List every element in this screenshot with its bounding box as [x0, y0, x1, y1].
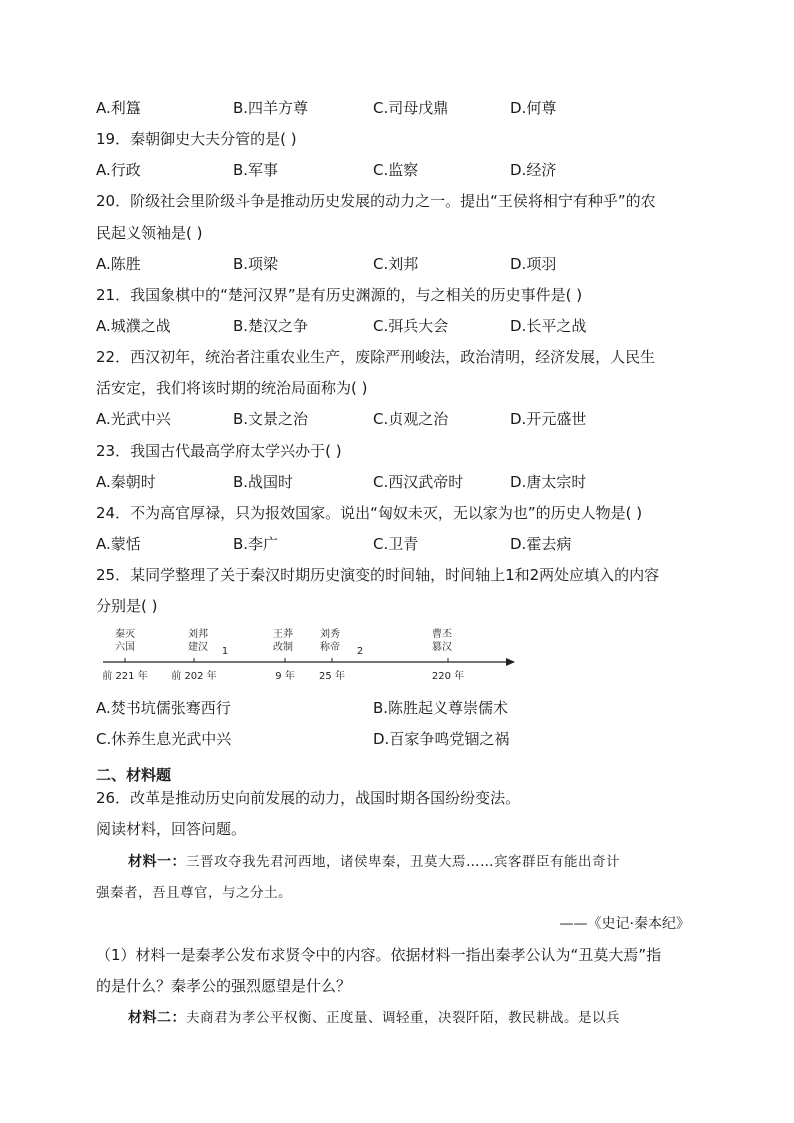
- material-1-line1: [128, 852, 620, 872]
- q24-stem: 24．不为高官厚禄，只为报效国家。说出“匈奴未灭，无以家为也”的历史人物是( ): [96, 504, 643, 522]
- q24-option-c[interactable]: C.卫青: [373, 535, 419, 553]
- q18-option-a[interactable]: A.利簋: [96, 99, 141, 117]
- q23-option-d[interactable]: D.唐太宗时: [510, 473, 587, 491]
- q25-stem-line2: 分别是( ): [96, 597, 158, 615]
- material-1-line2: 强秦者，吾且尊官，与之分土。: [96, 885, 292, 901]
- event-label: 刘邦: [188, 629, 208, 640]
- q26-sub1-line1: （1）材料一是秦孝公发布求贤令中的内容。依据材料一指出秦孝公认为“丑莫大焉”指: [96, 946, 662, 964]
- q23-option-a[interactable]: A.秦朝时: [96, 473, 156, 491]
- event-label: 曹丕: [432, 629, 452, 640]
- q25-option-c[interactable]: C.休养生息光武中兴: [96, 730, 232, 748]
- timeline-event: [273, 627, 295, 682]
- q20-option-c[interactable]: C.刘邦: [373, 255, 419, 273]
- timeline-event: [171, 627, 216, 682]
- q20-stem-line1: 20．阶级社会里阶级斗争是推动历史发展的动力之一。提出“王侯将相宁有种乎”的农: [96, 192, 656, 210]
- q26-instruction: 阅读材料，回答问题。: [96, 820, 247, 838]
- q21-stem: 21．我国象棋中的“楚河汉界”是有历史渊源的，与之相关的历史事件是( ): [96, 286, 583, 304]
- q24-options: [96, 534, 736, 554]
- timeline-event: [432, 627, 464, 682]
- event-label: 建汉: [188, 642, 208, 653]
- q24-option-b[interactable]: B.李广: [233, 535, 279, 553]
- section-title: 二、材料题: [96, 766, 172, 784]
- q19-option-d[interactable]: D.经济: [510, 161, 557, 179]
- q20-stem-line2: 民起义领袖是( ): [96, 224, 203, 242]
- q20-option-a[interactable]: A.陈胜: [96, 255, 141, 273]
- event-year: 9 年: [275, 671, 295, 682]
- event-label: 改制: [273, 642, 293, 653]
- q18-option-c[interactable]: C.司母戊鼎: [373, 99, 449, 117]
- material-1-text: 三晋攻夺我先君河西地，诸侯卑秦，丑莫大焉……宾客群臣有能出奇计: [186, 854, 620, 870]
- q22-stem-line1: 22．西汉初年，统治者注重农业生产，废除严刑峻法，政治清明，经济发展，人民生: [96, 348, 656, 366]
- q25-options-row1: [96, 698, 736, 718]
- event-year: 前 202 年: [171, 671, 217, 682]
- q19-option-c[interactable]: C.监察: [373, 161, 419, 179]
- q24-option-d[interactable]: D.霍去病: [510, 535, 572, 553]
- material-2-label: 材料二：: [128, 1010, 186, 1026]
- event-year: 220 年: [431, 671, 465, 682]
- event-label: 称帝: [320, 642, 340, 653]
- timeline-event: [319, 627, 345, 682]
- q20-options: [96, 254, 736, 274]
- event-label: 秦灭: [115, 629, 135, 640]
- q25-option-a[interactable]: A.焚书坑儒张骞西行: [96, 699, 231, 717]
- q21-option-a[interactable]: A.城濮之战: [96, 317, 171, 335]
- q25-options-row2: [96, 729, 736, 749]
- material-2-line1: [128, 1008, 620, 1028]
- material-2-text: 夫商君为孝公平权衡、正度量、调轻重，决裂阡陌，教民耕战。是以兵: [186, 1010, 620, 1026]
- q18-option-d[interactable]: D.何尊: [510, 99, 557, 117]
- q21-option-d[interactable]: D.长平之战: [510, 317, 587, 335]
- event-year: 25 年: [319, 671, 345, 682]
- q26-sub1-line2: 的是什么？秦孝公的强烈愿望是什么？: [96, 977, 352, 995]
- q25-option-d[interactable]: D.百家争鸣党锢之祸: [373, 730, 510, 748]
- q21-option-b[interactable]: B.楚汉之争: [233, 317, 309, 335]
- q19-options: [96, 160, 736, 180]
- q22-option-d[interactable]: D.开元盛世: [510, 410, 587, 428]
- q20-option-d[interactable]: D.项羽: [510, 255, 557, 273]
- q21-options: [96, 316, 736, 336]
- timeline-marker-2: 2: [356, 646, 364, 657]
- timeline-event: [102, 627, 147, 682]
- q22-stem-line2: 活安定，我们将该时期的统治局面称为( ): [96, 379, 368, 397]
- q20-option-b[interactable]: B.项梁: [233, 255, 279, 273]
- event-label: 六国: [115, 642, 135, 653]
- q25-stem-line1: 25．某同学整理了关于秦汉时期历史演变的时间轴，时间轴上1和2两处应填入的内容: [96, 566, 660, 584]
- q18-options: [96, 98, 736, 118]
- q19-stem: 19．秦朝御史大夫分管的是( ): [96, 130, 297, 148]
- q22-option-b[interactable]: B.文景之治: [233, 410, 309, 428]
- q25-timeline: [96, 624, 526, 688]
- event-label: 篡汉: [432, 642, 452, 653]
- q22-options: [96, 409, 736, 429]
- q22-option-a[interactable]: A.光武中兴: [96, 410, 171, 428]
- q23-option-b[interactable]: B.战国时: [233, 473, 294, 491]
- q24-option-a[interactable]: A.蒙恬: [96, 535, 141, 553]
- event-label: 刘秀: [320, 629, 340, 640]
- q18-option-b[interactable]: B.四羊方尊: [233, 99, 309, 117]
- material-1-label: 材料一：: [128, 854, 186, 870]
- q22-option-c[interactable]: C.贞观之治: [373, 410, 449, 428]
- q19-option-a[interactable]: A.行政: [96, 161, 141, 179]
- event-year: 前 221 年: [102, 671, 148, 682]
- q23-options: [96, 472, 736, 492]
- q26-intro: 26．改革是推动历史向前发展的动力，战国时期各国纷纷变法。: [96, 789, 521, 807]
- material-1-source: ——《史记·秦本纪》: [559, 916, 690, 932]
- timeline-marker-1: 1: [221, 646, 229, 657]
- timeline-arrow-icon: [506, 658, 515, 666]
- q19-option-b[interactable]: B.军事: [233, 161, 279, 179]
- q23-stem: 23．我国古代最高学府太学兴办于( ): [96, 442, 342, 460]
- q23-option-c[interactable]: C.西汉武帝时: [373, 473, 464, 491]
- q25-option-b[interactable]: B.陈胜起义尊崇儒术: [373, 699, 509, 717]
- event-label: 王莽: [273, 629, 293, 640]
- q21-option-c[interactable]: C.弭兵大会: [373, 317, 449, 335]
